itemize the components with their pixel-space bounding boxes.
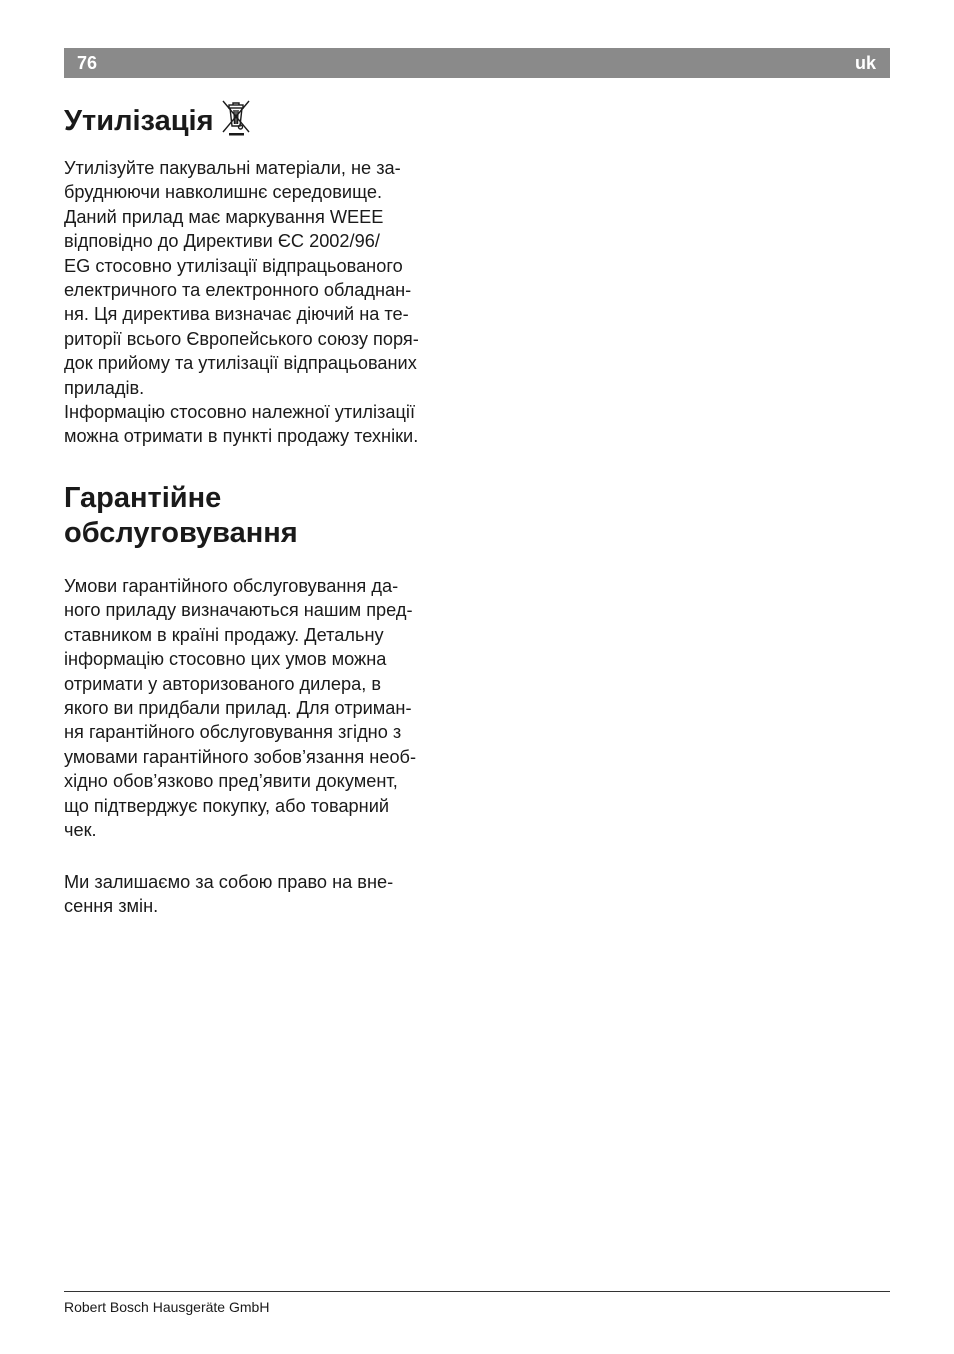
text-line: приладів. (64, 377, 145, 398)
text-line: ставником в країні продажу. Детальну (64, 624, 384, 645)
warranty-paragraph-2 (64, 870, 484, 919)
text-line: що підтверджує покупку, або товарний (64, 795, 390, 816)
text-line: бруднюючи навколишнє середовище. (64, 182, 382, 203)
warranty-title-line-1: Гарантійне (64, 482, 222, 514)
language-code: uk (854, 53, 876, 73)
text-line: якого ви придбали прилад. Для отриман- (64, 698, 412, 719)
text-line: отримати у авторизованого дилера, в (64, 673, 382, 694)
text-line: EG стосовно утилізації відпрацьованого (64, 255, 403, 276)
text-line: інформацію стосовно цих умов можна (64, 649, 387, 670)
text-line: сення змін. (64, 896, 159, 917)
page-header-bar (64, 48, 890, 78)
text-line: док прийому та утилізації відпрацьованих (64, 353, 417, 374)
disposal-title: Утилізація (64, 105, 214, 137)
text-line: ного приладу визначаються нашим пред- (64, 600, 413, 621)
text-line: Ми залишаємо за собою право на вне- (64, 872, 394, 892)
text-line: Даний прилад має маркування WEEE (64, 206, 384, 227)
text-line: хідно обов’язково пред’явити документ, (64, 771, 398, 792)
text-line: відповідно до Директиви ЄС 2002/96/ (64, 231, 380, 252)
footer-divider (64, 1291, 890, 1292)
text-line: Утилізуйте пакувальні матеріали, не за- (64, 158, 401, 178)
warranty-heading (64, 481, 298, 551)
warranty-title-line-2: обслуговування (64, 517, 298, 549)
disposal-heading (64, 96, 254, 139)
text-line: ня. Ця директива визначає діючий на те- (64, 304, 409, 325)
page-number: 76 (77, 53, 98, 73)
text-line: умовами гарантійного зобов’язання необ- (64, 746, 417, 767)
text-line: чек. (64, 820, 97, 841)
text-line: ня гарантійного обслуговування згідно з (64, 722, 402, 743)
text-line: можна отримати в пункті продажу техніки. (64, 426, 419, 447)
text-line: Інформацію стосовно належної утилізації (64, 402, 415, 423)
disposal-paragraph-1 (64, 156, 484, 449)
text-line: Умови гарантійного обслуговування да- (64, 576, 399, 596)
crossed-out-wheelie-bin-icon (218, 96, 254, 136)
footer-company: Robert Bosch Hausgeräte GmbH (64, 1299, 270, 1315)
warranty-paragraph-1 (64, 574, 484, 842)
text-line: риторії всього Європейського союзу поря- (64, 328, 419, 349)
text-line: електричного та електронного обладнан- (64, 280, 412, 301)
